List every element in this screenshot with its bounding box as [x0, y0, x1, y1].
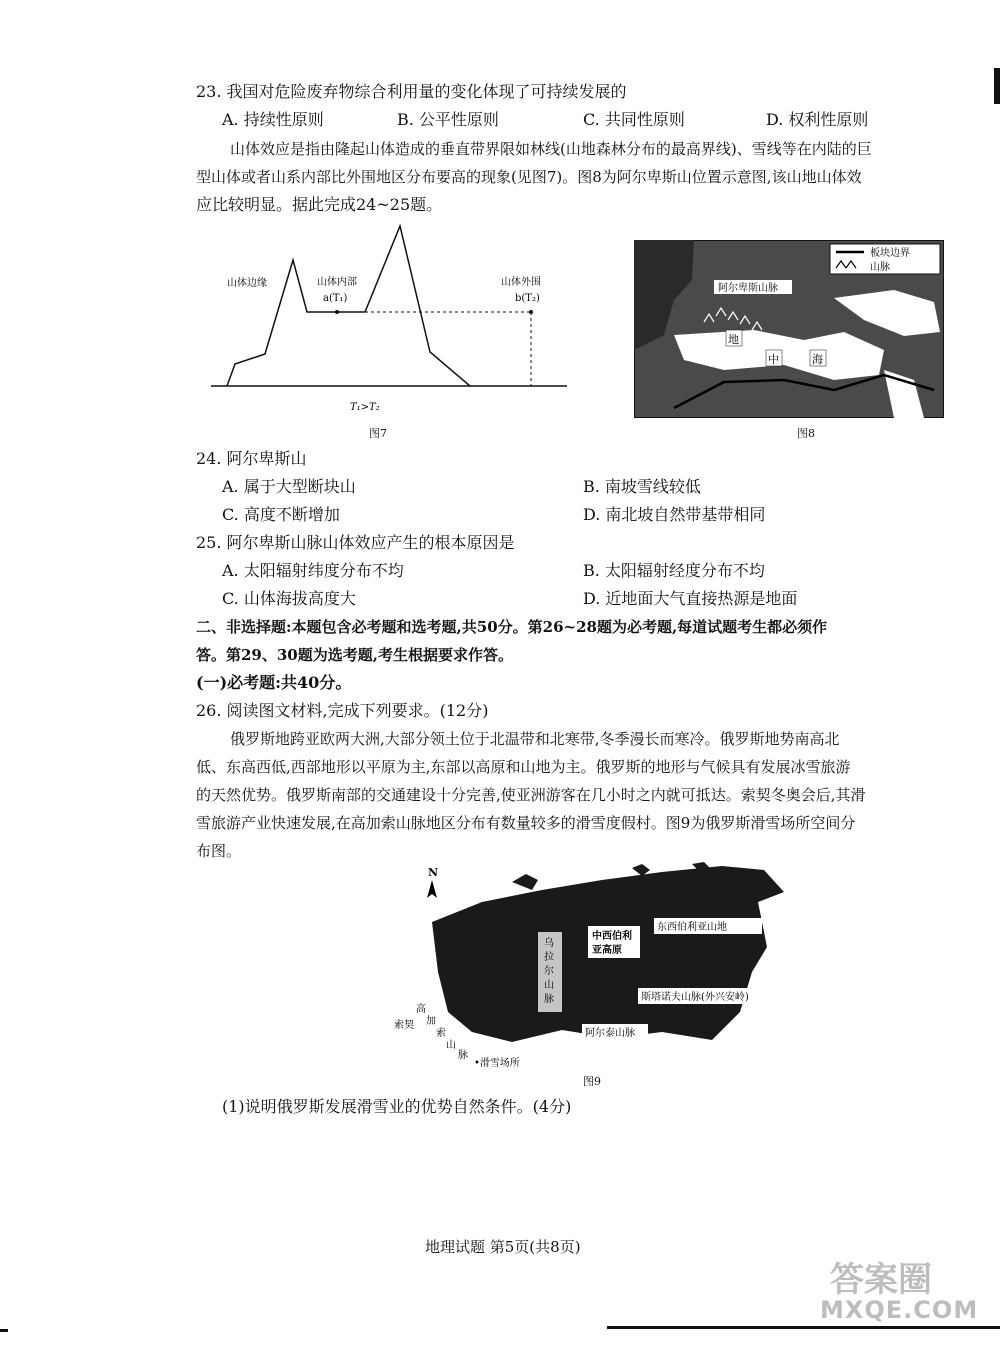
q25-option-c: C. 山体海拔高度大 [222, 589, 356, 608]
section2-line-2: 答。第29、30题为选考题,考生根据要求作答。 [196, 646, 513, 664]
intro-line-1: 山体效应是指由隆起山体造成的垂直带界限如林线(山地森林分布的最高界线)、雪线等在内陆的巨 [230, 140, 872, 158]
q24-option-b: B. 南坡雪线较低 [583, 477, 701, 496]
label-ural-char-2: 拉 [544, 952, 554, 963]
legend-boundary-label: 板块边界 [870, 248, 910, 259]
ski-resort-legend: •滑雪场所 [474, 1058, 520, 1069]
label-stanovoy: 斯塔诺夫山脉(外兴安岭) [641, 992, 749, 1003]
intro-line-2: 型山体或者山系内部比外围地区分布要高的现象(见图7)。图8为阿尔卑斯山位置示意图,该山地山体效 [196, 168, 862, 186]
point-a-marker [335, 310, 339, 314]
q23-stem: 23. 我国对危险废弃物综合利用量的变化体现了可持续发展的 [196, 82, 627, 101]
page-footer: 地理试题 第5页(共8页) [425, 1238, 581, 1256]
watermark-logo-text: 答案圈 [830, 1260, 932, 1300]
section2-required: (一)必考题:共40分。 [196, 673, 352, 692]
label-ural-char-4: 山 [544, 980, 554, 991]
q24-stem: 24. 阿尔卑斯山 [196, 449, 307, 468]
q26-para-1: 俄罗斯地跨亚欧两大洲,大部分领土位于北温带和北寒带,冬季漫长而寒冷。俄罗斯地势南高北 [230, 730, 840, 748]
figure-7-diagram [205, 222, 575, 422]
figure-8-caption: 图8 [797, 427, 815, 440]
label-point-b: b(T₂) [515, 293, 540, 304]
q23-option-d: D. 权利性原则 [766, 110, 869, 129]
label-caucasus-char-3: 索 [436, 1028, 446, 1039]
watermark-url: MXQE.COM [820, 1296, 979, 1324]
label-mountain-edge: 山体边缘 [227, 278, 267, 289]
edge-bar [994, 68, 1000, 104]
label-east-siberia: 东西伯利亚山地 [657, 922, 727, 933]
figure-8 [634, 240, 944, 418]
q23-option-c: C. 共同性原则 [583, 110, 685, 129]
q24-option-a: A. 属于大型断块山 [222, 477, 356, 496]
figure-9-caption: 图9 [583, 1075, 601, 1088]
bottom-rule [607, 1326, 1000, 1329]
label-temperature-relation: T₁>T₂ [350, 402, 380, 413]
north-arrow-label: N [428, 866, 439, 879]
intro-line-3: 应比较明显。据此完成24~25题。 [196, 195, 443, 214]
q26-para-3: 的天然优势。俄罗斯南部的交通建设十分完善,使亚洲游客在几小时之内就可抵达。索契冬奥会后,其滑 [196, 786, 866, 804]
q25-option-b: B. 太阳辐射经度分布不均 [583, 561, 765, 580]
label-caucasus-char-1: 高 [416, 1004, 426, 1015]
mountain-profile [227, 226, 470, 386]
q26-sub-1: (1)说明俄罗斯发展滑雪业的优势自然条件。(4分) [222, 1097, 572, 1116]
label-central-siberia-2: 亚高原 [592, 945, 622, 956]
figure-9 [392, 862, 792, 1070]
q26-para-5: 布图。 [196, 842, 242, 860]
label-altai: 阿尔泰山脉 [585, 1028, 635, 1039]
label-ural-char-3: 尔 [544, 966, 554, 977]
q24-option-c: C. 高度不断增加 [222, 505, 340, 524]
label-central-siberia-1: 中西伯利 [592, 931, 632, 942]
figure-9-map [392, 862, 792, 1070]
legend-mountain-label: 山脉 [870, 262, 890, 273]
label-ural-char-1: 乌 [544, 938, 554, 949]
sea-label-zhong: 中 [768, 353, 779, 366]
q25-stem: 25. 阿尔卑斯山脉山体效应产生的根本原因是 [196, 533, 515, 552]
north-arrow-icon [427, 880, 437, 898]
q26-stem: 26. 阅读图文材料,完成下列要求。(12分) [196, 701, 489, 720]
sea-label-di: 地 [728, 333, 739, 346]
label-caucasus-char-5: 脉 [458, 1050, 468, 1061]
label-sochi: 索契 [394, 1020, 414, 1031]
label-caucasus-char-4: 山 [446, 1040, 456, 1051]
label-point-a: a(T₁) [323, 293, 348, 304]
q26-para-2: 低、东高西低,西部地形以平原为主,东部以高原和山地为主。俄罗斯的地形与气候具有发展冰雪旅游 [196, 758, 851, 776]
corner-mark [0, 1329, 8, 1332]
label-mountain-outer: 山体外围 [501, 277, 541, 288]
q24-option-d: D. 南北坡自然带基带相同 [583, 505, 766, 524]
q25-option-d: D. 近地面大气直接热源是地面 [583, 589, 798, 608]
figure-8-map [634, 240, 944, 418]
figure-7-caption: 图7 [369, 427, 387, 440]
label-ural-char-5: 脉 [544, 994, 554, 1005]
q25-option-a: A. 太阳辐射纬度分布不均 [222, 561, 404, 580]
q23-option-a: A. 持续性原则 [222, 110, 324, 129]
label-caucasus-char-2: 加 [426, 1016, 436, 1027]
section2-line-1: 二、非选择题:本题包含必考题和选考题,共50分。第26~28题为必考题,每道试题考生都必须作 [196, 618, 828, 636]
point-b-marker [529, 310, 533, 314]
q26-para-4: 雪旅游产业快速发展,在高加索山脉地区分布有数量较多的滑雪度假村。图9为俄罗斯滑雪场所空间分 [196, 814, 856, 832]
label-alps: 阿尔卑斯山脉 [718, 283, 778, 294]
label-mountain-interior: 山体内部 [317, 277, 357, 288]
figure-7 [205, 222, 575, 422]
sea-label-hai: 海 [812, 353, 823, 366]
q23-option-b: B. 公平性原则 [397, 110, 499, 129]
